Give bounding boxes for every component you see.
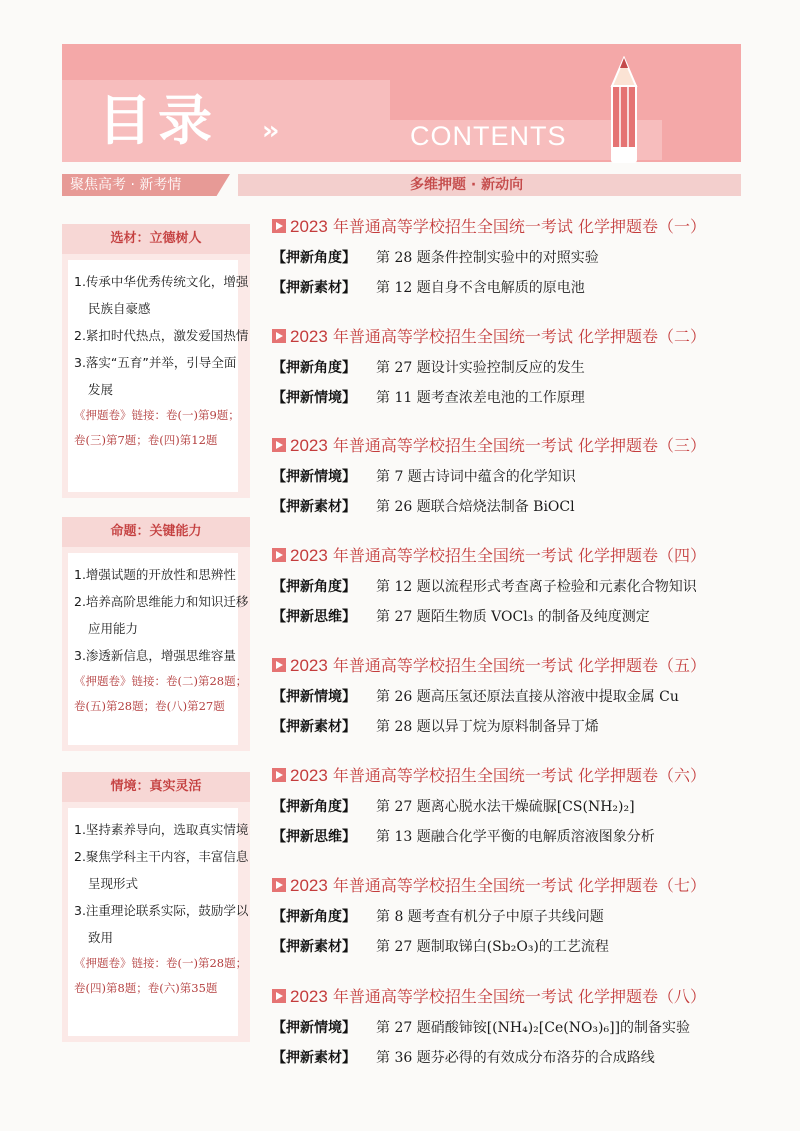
sidebar-heading: 选材：立德树人 xyxy=(62,224,250,254)
exam-item-tag: 【押新情境】 xyxy=(272,689,356,705)
exam-year: 2023 xyxy=(290,656,328,675)
exam-entry xyxy=(272,986,752,1068)
exam-title-text: 年普通高等学校招生全国统一考试 化学押题卷（五） xyxy=(327,656,707,675)
exam-item xyxy=(272,687,752,707)
sidebar-link-text: 卷(四)第8题；卷(六)第35题 xyxy=(74,981,218,995)
exam-item-desc: 第 27 题制取锑白(Sb₂O₃)的工艺流程 xyxy=(376,939,609,955)
sidebar-line: 1.坚持素养导向，选取真实情境 xyxy=(74,822,249,837)
sidebar-box xyxy=(62,802,250,1042)
exam-title xyxy=(272,655,752,677)
sidebar-line: 应用能力 xyxy=(88,621,139,636)
exam-year: 2023 xyxy=(290,987,328,1006)
exam-item-tag: 【押新素材】 xyxy=(272,939,356,955)
exam-item xyxy=(272,577,752,597)
sidebar-line: 3.落实“五育”并举，引导全面 xyxy=(74,355,237,370)
sidebar-box xyxy=(62,547,250,751)
exam-item-tag: 【押新素材】 xyxy=(272,1050,356,1066)
exam-item-desc: 第 12 题自身不含电解质的原电池 xyxy=(376,280,585,296)
exam-entry xyxy=(272,216,752,298)
sidebar-line: 2.紧扣时代热点，激发爱国热情 xyxy=(74,328,249,343)
play-triangle-icon xyxy=(272,878,286,892)
play-triangle-icon xyxy=(272,548,286,562)
sidebar-line: 呈现形式 xyxy=(88,876,139,891)
exam-item-desc: 第 11 题考查浓差电池的工作原理 xyxy=(376,390,585,406)
exam-year: 2023 xyxy=(290,766,328,785)
exam-title-text: 年普通高等学校招生全国统一考试 化学押题卷（四） xyxy=(327,546,707,565)
exam-item-desc: 第 7 题古诗词中蕴含的化学知识 xyxy=(376,469,576,485)
exam-item-tag: 【押新素材】 xyxy=(272,499,356,515)
sidebar-line: 致用 xyxy=(88,930,114,945)
exam-item-desc: 第 28 题以异丁烷为原料制备异丁烯 xyxy=(376,719,599,735)
sidebar-heading: 命题：关键能力 xyxy=(62,517,250,547)
play-triangle-icon xyxy=(272,219,286,233)
exam-item-tag: 【押新思维】 xyxy=(272,609,356,625)
exam-entry xyxy=(272,545,752,627)
exam-item-tag: 【押新角度】 xyxy=(272,579,356,595)
exam-title xyxy=(272,765,752,787)
exam-year: 2023 xyxy=(290,327,328,346)
sidebar-link-text: 卷(五)第28题；卷(八)第27题 xyxy=(74,699,225,713)
exam-title xyxy=(272,545,752,567)
sidebar-line: 3.注重理论联系实际，鼓励学以 xyxy=(74,903,249,918)
exam-item-tag: 【押新思维】 xyxy=(272,829,356,845)
exam-title xyxy=(272,986,752,1008)
exam-item xyxy=(272,907,752,927)
subheader-left-label: 聚焦高考 · 新考情 xyxy=(70,177,182,193)
play-triangle-icon xyxy=(272,329,286,343)
exam-item-tag: 【押新情境】 xyxy=(272,1020,356,1036)
exam-item-tag: 【押新素材】 xyxy=(272,719,356,735)
exam-title xyxy=(272,216,752,238)
exam-year: 2023 xyxy=(290,217,328,236)
play-triangle-icon xyxy=(272,438,286,452)
exam-entry xyxy=(272,326,752,408)
exam-item-tag: 【押新角度】 xyxy=(272,360,356,376)
contents-label: CONTENTS xyxy=(410,121,567,151)
exam-item xyxy=(272,358,752,378)
exam-item-desc: 第 27 题设计实验控制反应的发生 xyxy=(376,360,585,376)
exam-item xyxy=(272,278,752,298)
exam-item xyxy=(272,467,752,487)
page-title: 目录 xyxy=(98,88,218,152)
exam-item xyxy=(272,1048,752,1068)
exam-item-desc: 第 27 题陌生物质 VOCl₃ 的制备及纯度测定 xyxy=(376,609,650,625)
exam-item xyxy=(272,248,752,268)
exam-item xyxy=(272,388,752,408)
sidebar-box xyxy=(62,254,250,498)
exam-title-text: 年普通高等学校招生全国统一考试 化学押题卷（八） xyxy=(327,987,707,1006)
exam-title xyxy=(272,875,752,897)
sidebar-line: 3.渗透新信息，增强思维容量 xyxy=(74,648,236,663)
exam-title xyxy=(272,435,752,457)
sidebar-line: 1.传承中华优秀传统文化，增强 xyxy=(74,274,249,289)
sidebar-link-text: 《押题卷》链接：卷(一)第9题； xyxy=(74,408,240,422)
exam-item xyxy=(272,827,752,847)
exam-item-tag: 【押新素材】 xyxy=(272,280,356,296)
exam-year: 2023 xyxy=(290,436,328,455)
play-triangle-icon xyxy=(272,658,286,672)
sidebar-box-content xyxy=(68,260,249,492)
sidebar-line: 1.增强试题的开放性和思辨性 xyxy=(74,567,236,582)
exam-title xyxy=(272,326,752,348)
exam-item xyxy=(272,1018,752,1038)
exam-item-desc: 第 26 题高压氢还原法直接从溶液中提取金属 Cu xyxy=(376,689,679,705)
exam-entry xyxy=(272,435,752,517)
exam-title-text: 年普通高等学校招生全国统一考试 化学押题卷（六） xyxy=(327,766,707,785)
sidebar-line: 2.聚焦学科主干内容，丰富信息 xyxy=(74,849,249,864)
double-chevron-icon: ›› xyxy=(262,116,276,146)
sidebar-line: 民族自豪感 xyxy=(88,301,151,316)
exam-item-desc: 第 12 题以流程形式考查离子检验和元素化合物知识 xyxy=(376,579,697,595)
sidebar-box-content xyxy=(68,808,249,1036)
exam-item-tag: 【押新角度】 xyxy=(272,799,356,815)
sidebar-line: 发展 xyxy=(88,382,114,397)
play-triangle-icon xyxy=(272,768,286,782)
exam-year: 2023 xyxy=(290,876,328,895)
exam-item-tag: 【押新角度】 xyxy=(272,250,356,266)
sidebar-link-text: 《押题卷》链接：卷(一)第28题； xyxy=(74,956,248,970)
exam-item xyxy=(272,937,752,957)
exam-item-desc: 第 36 题芬必得的有效成分布洛芬的合成路线 xyxy=(376,1050,655,1066)
sidebar-heading: 情境：真实灵活 xyxy=(62,772,250,802)
sidebar-box-content xyxy=(68,553,249,745)
sidebar-line: 2.培养高阶思维能力和知识迁移 xyxy=(74,594,249,609)
exam-item xyxy=(272,717,752,737)
exam-title-text: 年普通高等学校招生全国统一考试 化学押题卷（三） xyxy=(327,436,707,455)
exam-entry xyxy=(272,875,752,957)
exam-item-desc: 第 8 题考查有机分子中原子共线问题 xyxy=(376,909,604,925)
exam-item-desc: 第 27 题离心脱水法干燥硫脲[CS(NH₂)₂] xyxy=(376,799,635,815)
exam-item-tag: 【押新情境】 xyxy=(272,469,356,485)
exam-title-text: 年普通高等学校招生全国统一考试 化学押题卷（一） xyxy=(327,217,707,236)
exam-item-desc: 第 28 题条件控制实验中的对照实验 xyxy=(376,250,599,266)
exam-year: 2023 xyxy=(290,546,328,565)
subheader-right-label: 多维押题 · 新动向 xyxy=(410,177,524,193)
exam-item xyxy=(272,497,752,517)
pencil-icon xyxy=(604,56,644,166)
exam-item xyxy=(272,607,752,627)
exam-title-text: 年普通高等学校招生全国统一考试 化学押题卷（二） xyxy=(327,327,707,346)
exam-item-tag: 【押新角度】 xyxy=(272,909,356,925)
play-triangle-icon xyxy=(272,989,286,1003)
exam-item-tag: 【押新情境】 xyxy=(272,390,356,406)
exam-item xyxy=(272,797,752,817)
sidebar-link-text: 卷(三)第7题；卷(四)第12题 xyxy=(74,433,218,447)
exam-title-text: 年普通高等学校招生全国统一考试 化学押题卷（七） xyxy=(327,876,707,895)
exam-item-desc: 第 13 题融合化学平衡的电解质溶液图象分析 xyxy=(376,829,655,845)
exam-entry xyxy=(272,655,752,737)
exam-entry xyxy=(272,765,752,847)
exam-item-desc: 第 27 题硝酸铈铵[(NH₄)₂[Ce(NO₃)₆]]的制备实验 xyxy=(376,1020,691,1036)
sidebar-link-text: 《押题卷》链接：卷(二)第28题； xyxy=(74,674,248,688)
exam-item-desc: 第 26 题联合焙烧法制备 BiOCl xyxy=(376,499,575,515)
